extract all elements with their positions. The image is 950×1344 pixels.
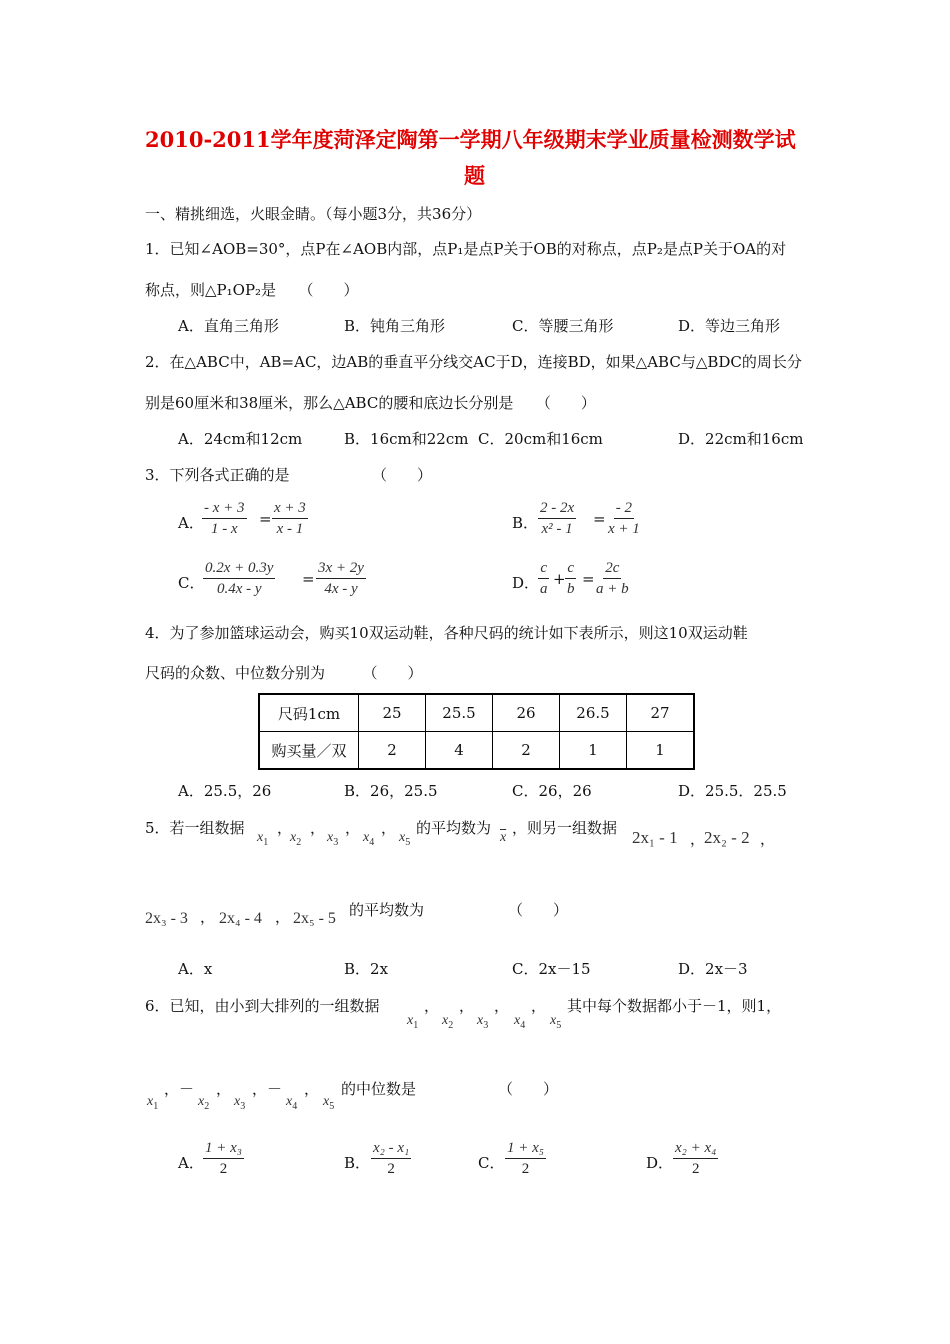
equals-sign: = — [259, 510, 272, 528]
q6-option-c-fraction — [505, 1140, 546, 1178]
fraction-numerator: x + 3 — [272, 500, 308, 519]
section-heading: 一、精挑细选，火眼金睛。（每小题3分，共36分） — [145, 205, 482, 223]
q5-expr-4: 2x₄ - 4 — [219, 910, 262, 927]
fraction-denominator: a — [540, 581, 548, 597]
q6-option-b-fraction — [371, 1140, 411, 1178]
q5-expr-2: 2x₂ - 2 — [704, 828, 750, 847]
q5-expr-3: 2x₃ - 3 — [145, 910, 188, 927]
fraction-numerator: 1 + x₃ — [203, 1140, 244, 1159]
table-cell: 25 — [359, 694, 426, 732]
q6-option-a-fraction — [203, 1140, 244, 1178]
fraction-denominator: a + b — [596, 581, 629, 597]
q5-var-x3: $x_3$ — [327, 830, 339, 848]
q6-line2-suffix: 的中位数是 — [341, 1080, 417, 1098]
table-cell: 尺码1cm — [259, 694, 359, 732]
fraction-denominator: 2 — [219, 1161, 228, 1177]
fraction-denominator: x² - 1 — [541, 521, 573, 537]
table-cell: 4 — [426, 732, 493, 770]
q3-option-c-left-fraction — [203, 560, 275, 598]
table-cell: 1 — [560, 732, 627, 770]
fraction-denominator: 2 — [387, 1161, 395, 1177]
q2-stem-line1: 2．在△ABC中，AB=AC，边AB的垂直平分线交AC于D，连接BD，如果△ABC与△BDC的周长分 — [145, 353, 802, 371]
equals-sign: = — [582, 570, 595, 588]
q6-answer-paren: （ ） — [498, 1080, 559, 1098]
table-cell: 27 — [627, 694, 695, 732]
q5-var-x2: $x_2$ — [290, 830, 302, 848]
q3-stem: 3．下列各式正确的是 （ ） — [145, 466, 433, 484]
q4-option-c: C．26，26 — [512, 782, 592, 800]
q6-var-x1: $x_1$ — [407, 1013, 419, 1031]
q4-stem-line2: 尺码的众数、中位数分别为 （ ） — [145, 664, 423, 682]
q6-term-x1: $x_1$ — [147, 1094, 159, 1112]
fraction-numerator: - 2 — [614, 500, 634, 519]
q3-option-b-label: B． — [512, 514, 539, 532]
fraction-numerator: - x + 3 — [202, 500, 247, 519]
q6-option-a-label: A． — [178, 1154, 204, 1172]
q5-mean-x: $\overline{x}$ — [500, 830, 507, 845]
shoe-size-table — [258, 693, 695, 770]
q6-var-x5: $x_5$ — [550, 1013, 562, 1031]
q6-term-x3: $x_3$ — [234, 1094, 246, 1112]
q6-var-x2: $x_2$ — [442, 1013, 454, 1031]
q4-option-a: A．25.5，26 — [178, 782, 272, 800]
comma: ， — [304, 1080, 320, 1098]
table-cell: 1 — [627, 732, 695, 770]
q3-option-d-label: D． — [512, 574, 540, 592]
q2-option-b: B．16cm和22cm — [344, 430, 469, 448]
table-row — [259, 694, 694, 732]
comma: ， — [424, 997, 440, 1015]
comma: ，－ — [252, 1080, 283, 1098]
q5-option-c: C．2x－15 — [512, 960, 591, 978]
comma: ， — [690, 830, 706, 848]
fraction-denominator: 2 — [521, 1161, 530, 1177]
fraction-numerator: 2 - 2x — [538, 500, 576, 519]
q6-option-d-label: D． — [646, 1154, 674, 1172]
comma: ， — [216, 1080, 232, 1098]
fraction-numerator: 2c — [603, 560, 621, 579]
q5-suffix: ，则另一组数据 — [512, 819, 618, 837]
table-cell: 2 — [493, 732, 560, 770]
comma: ， — [760, 830, 776, 848]
comma: ， — [531, 997, 547, 1015]
q2-option-d: D．22cm和16cm — [678, 430, 804, 448]
q2-stem-line2: 别是60厘米和38厘米，那么△ABC的腰和底边长分别是 （ ） — [145, 394, 596, 412]
table-cell: 26 — [493, 694, 560, 732]
comma: ， — [277, 819, 293, 837]
document-title-line2: 题 — [464, 163, 485, 188]
q3-option-c-label: C． — [178, 574, 205, 592]
q3-option-a-label: A． — [178, 514, 204, 532]
fraction-numerator: c — [538, 560, 549, 579]
q1-stem-line2: 称点，则△P₁OP₂是 （ ） — [145, 281, 359, 299]
q6-option-b-label: B． — [344, 1154, 371, 1172]
comma: ， — [459, 997, 475, 1015]
q1-option-a: A．直角三角形 — [178, 317, 279, 335]
q6-term-x2: $x_2$ — [198, 1094, 210, 1112]
q1-option-b: B．钝角三角形 — [344, 317, 446, 335]
q5-var-x4: $x_4$ — [363, 830, 375, 848]
q6-option-d-fraction — [673, 1140, 718, 1178]
q1-stem-line1: 1．已知∠AOB=30°，点P在∠AOB内部，点P₁是点P关于OB的对称点，点P₂是点P关于OA的对 — [145, 240, 787, 258]
q3-option-a-left-fraction — [202, 500, 247, 538]
q6-var-x3: $x_3$ — [477, 1013, 489, 1031]
q6-var-x4: $x_4$ — [514, 1013, 526, 1031]
q5-answer-paren: （ ） — [508, 901, 569, 919]
comma: ，－ — [164, 1080, 195, 1098]
fraction-numerator: 1 + x₅ — [505, 1140, 546, 1159]
q5-var-x1: $x_1$ — [257, 830, 269, 848]
table-row — [259, 732, 694, 770]
fraction-denominator: b — [567, 581, 575, 597]
q3-option-d-fraction-b — [565, 560, 577, 598]
fraction-numerator: 3x + 2y — [316, 560, 366, 579]
fraction-denominator: 4x - y — [324, 581, 358, 597]
q1-option-d: D．等边三角形 — [678, 317, 781, 335]
q6-term-x5: $x_5$ — [323, 1094, 335, 1112]
fraction-numerator: 0.2x + 0.3y — [203, 560, 275, 579]
fraction-numerator: x₂ - x₁ — [371, 1140, 411, 1159]
comma: ， — [345, 819, 361, 837]
q3-option-b-right-fraction — [606, 500, 642, 538]
q5-line2-suffix: 的平均数为 — [349, 901, 425, 919]
comma: ， — [310, 819, 326, 837]
q4-option-b: B．26，25.5 — [344, 782, 438, 800]
comma: ， — [494, 997, 510, 1015]
table-cell: 购买量／双 — [259, 732, 359, 770]
fraction-numerator: x₂ + x₄ — [673, 1140, 718, 1159]
equals-sign: = — [302, 570, 315, 588]
q5-option-b: B．2x — [344, 960, 389, 978]
q6-prefix: 6．已知，由小到大排列的一组数据 — [145, 997, 380, 1015]
q3-option-d-right-fraction — [594, 560, 631, 598]
plus-sign: + — [553, 570, 566, 588]
q3-option-a-right-fraction — [272, 500, 308, 538]
table-cell: 25.5 — [426, 694, 493, 732]
q5-prefix: 5．若一组数据 — [145, 819, 245, 837]
fraction-denominator: 2 — [691, 1161, 700, 1177]
q3-option-d-fraction-a — [538, 560, 550, 598]
q5-middle: 的平均数为 — [416, 819, 492, 837]
q5-option-d: D．2x－3 — [678, 960, 748, 978]
fraction-denominator: x - 1 — [276, 521, 304, 537]
q5-option-a: A．x — [178, 960, 213, 978]
q2-option-a: A．24cm和12cm — [178, 430, 303, 448]
q4-stem-line1: 4．为了参加篮球运动会，购买10双运动鞋，各种尺码的统计如下表所示，则这10双运动鞋 — [145, 624, 748, 642]
q5-var-x5: $x_5$ — [399, 830, 411, 848]
q1-option-c: C．等腰三角形 — [512, 317, 614, 335]
q3-option-b-left-fraction — [538, 500, 576, 538]
comma: ， — [381, 819, 397, 837]
fraction-denominator: x + 1 — [608, 521, 640, 537]
q6-suffix: 其中每个数据都小于－1，则1， — [567, 997, 782, 1015]
fraction-denominator: 1 - x — [210, 521, 238, 537]
equals-sign: = — [593, 510, 606, 528]
q6-option-c-label: C． — [478, 1154, 505, 1172]
q5-expr-5: 2x₅ - 5 — [293, 910, 336, 927]
q6-term-x4: $x_4$ — [286, 1094, 298, 1112]
document-title-line1: 2010-2011学年度菏泽定陶第一学期八年级期末学业质量检测数学试 — [145, 127, 796, 152]
q5-expr-1: 2x₁ - 1 — [632, 828, 678, 847]
table-cell: 2 — [359, 732, 426, 770]
table-cell: 26.5 — [560, 694, 627, 732]
q2-option-c: C．20cm和16cm — [478, 430, 603, 448]
q3-option-c-right-fraction — [316, 560, 366, 598]
fraction-denominator: 0.4x - y — [216, 581, 262, 597]
fraction-numerator: c — [565, 560, 576, 579]
q4-option-d: D．25.5．25.5 — [678, 782, 787, 800]
comma: ， — [275, 908, 291, 926]
comma: ， — [200, 908, 216, 926]
